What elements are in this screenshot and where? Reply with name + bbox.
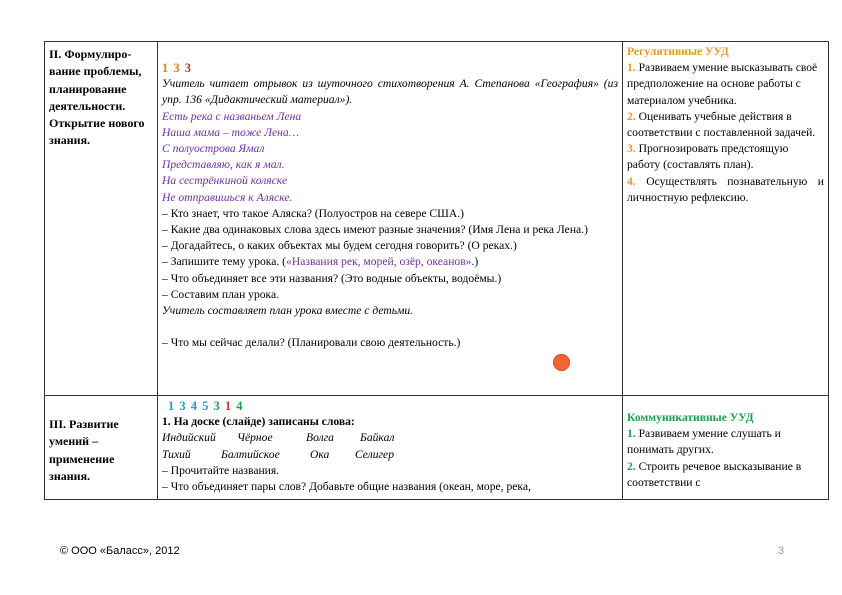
poem-line: С полуострова Ямал bbox=[162, 142, 265, 156]
sticker: 1 bbox=[224, 399, 233, 413]
sticker: 3 bbox=[213, 399, 221, 413]
poem-line: На сестрёнкиной коляске bbox=[162, 174, 288, 188]
table-row bbox=[45, 42, 829, 396]
sticker: 5 bbox=[202, 399, 210, 413]
content-cell bbox=[158, 42, 623, 396]
uud-title: Регулятивные УУД bbox=[627, 45, 729, 58]
question-line: – Какие два одинаковых слова здесь имеют разные значения? (Имя Лена и река Лена.) bbox=[162, 223, 588, 237]
question-suffix: .) bbox=[471, 255, 479, 269]
stage-title: III. Развитие умений – применение знания. bbox=[49, 417, 119, 483]
question-prefix: – Запишите тему урока. ( bbox=[162, 255, 287, 269]
question-line: – Что объединяет все эти названия? (Это водные объекты, водоёмы.) bbox=[162, 271, 502, 285]
sticker-numbers bbox=[162, 398, 618, 414]
word-row: Тихий Балтийское Ока Селигер bbox=[162, 447, 394, 461]
question-line: – Прочитайте названия. bbox=[162, 463, 280, 477]
word-row: Индийский Чёрное Волга Байкал bbox=[162, 431, 395, 445]
uud-item: 3. Прогнозировать предстоящую работу (составлять план). bbox=[627, 142, 789, 172]
question-line: – Что объединяет пары слов? Добавьте общие названия (океан, море, река, bbox=[162, 480, 531, 494]
poem-line: Не отправишься к Аляске. bbox=[162, 190, 293, 204]
sticker: 1 bbox=[168, 399, 176, 413]
uud-title: Коммуникативные УУД bbox=[627, 411, 754, 424]
copyright-footer: © ООО «Баласс», 2012 bbox=[60, 545, 180, 557]
question-line bbox=[162, 254, 618, 270]
poem-line: Представляю, как я мал. bbox=[162, 158, 285, 172]
page-number: 3 bbox=[778, 545, 785, 557]
teacher-note: Учитель составляет план урока вместе с детьми. bbox=[162, 304, 414, 318]
uud-item: 1. Развиваем умение слушать и понимать других. bbox=[627, 427, 781, 457]
sticker-numbers bbox=[162, 60, 618, 76]
table-row bbox=[45, 396, 829, 500]
stage-cell bbox=[45, 42, 158, 396]
poem-line: Есть река с названьем Лена bbox=[162, 109, 302, 123]
content-cell bbox=[158, 396, 623, 500]
uud-item: 2. Строить речевое высказывание в соответствии с bbox=[627, 459, 802, 489]
question-line: – Составим план урока. bbox=[162, 287, 280, 301]
sticker: 3 bbox=[179, 399, 187, 413]
stage-cell bbox=[45, 396, 158, 500]
uud-item: 1. Развиваем умение высказывать своё предположение на основе работы с материалом учебника. bbox=[627, 61, 818, 107]
question-line: – Кто знает, что такое Аляска? (Полуостров на севере США.) bbox=[162, 206, 464, 220]
stage-title: II. Формулиро-вание проблемы, планирование деятельности. Открытие нового знания. bbox=[49, 47, 145, 148]
uud-cell bbox=[623, 396, 829, 500]
sticker: 4 bbox=[190, 399, 198, 413]
uud-item: 2. Оценивать учебные действия в соответствии с поставленной задачей. bbox=[627, 109, 816, 140]
question-line: – Что мы сейчас делали? (Планировали свою деятельность.) bbox=[162, 336, 461, 350]
uud-cell bbox=[623, 42, 829, 396]
teacher-intro: Учитель читает отрывок из шуточного стихотворения А. Степанова «География» (из упр. 136 «Дидактический материал»). bbox=[162, 77, 618, 107]
lesson-topic: «Названия рек, морей, озёр, океанов» bbox=[286, 255, 472, 269]
poem-line: Наша мама – тоже Лена… bbox=[162, 125, 300, 139]
sticker: 3 bbox=[173, 61, 181, 75]
orange-dot-marker bbox=[553, 354, 570, 371]
sticker: 3 bbox=[184, 61, 192, 75]
question-line: – Догадайтесь, о каких объектах мы будем сегодня говорить? (О реках.) bbox=[162, 239, 517, 253]
task-title: 1. На доске (слайде) записаны слова: bbox=[162, 415, 355, 429]
lesson-table bbox=[44, 41, 829, 500]
sticker: 4 bbox=[236, 399, 244, 413]
sticker: 1 bbox=[162, 61, 170, 75]
uud-item: 4. Осуществлять познавательную и личностную рефлексию. bbox=[627, 174, 824, 204]
